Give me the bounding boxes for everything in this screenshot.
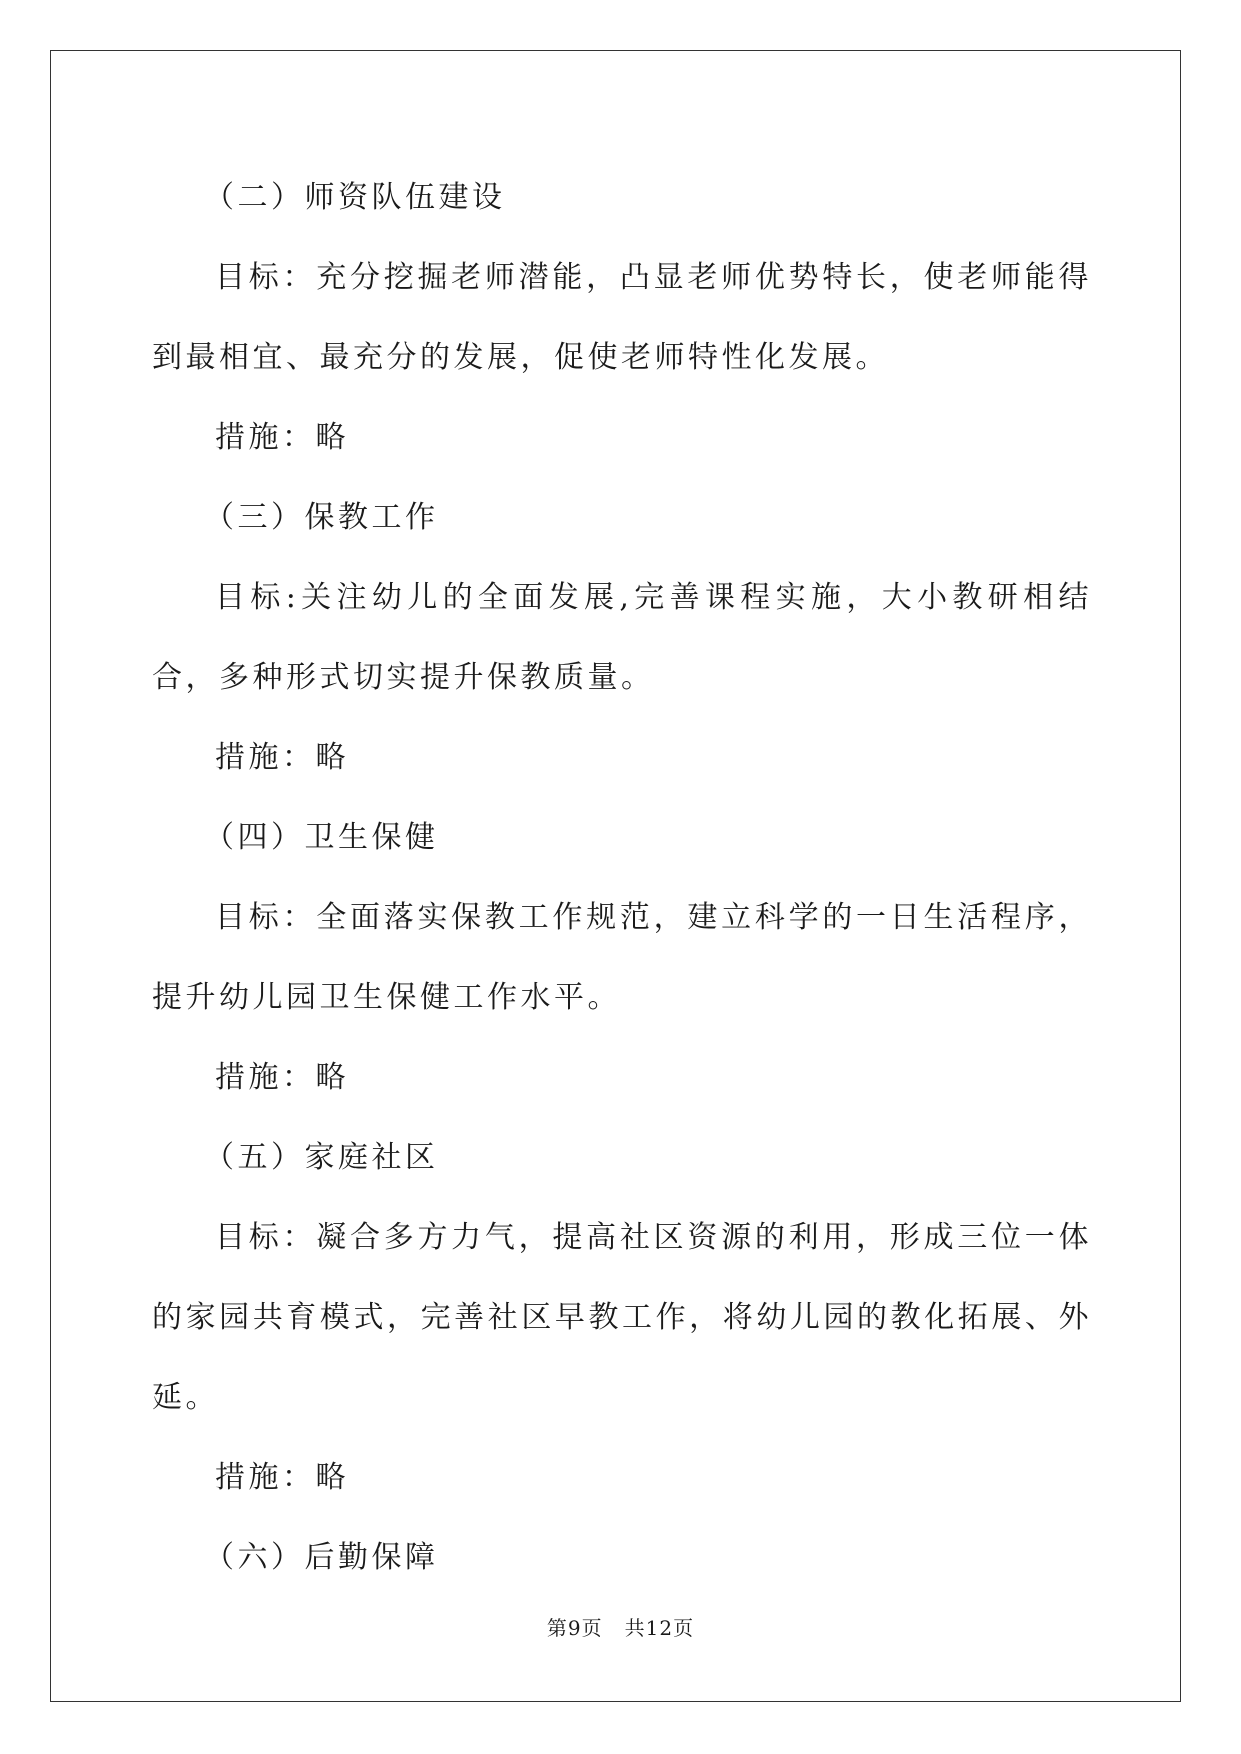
goal-paragraph-5: 目标：凝合多方力气，提高社区资源的利用，形成三位一体的家园共育模式，完善社区早教工作，将幼儿园的教化拓展、外延。 [152, 1220, 1092, 1415]
section-heading-4: （四）卫生保健 [204, 820, 439, 855]
document-body [152, 158, 1092, 1598]
measures-paragraph-5: 措施：略 [215, 1460, 349, 1495]
goal-paragraph-2: 目标：充分挖掘老师潜能，凸显老师优势特长，使老师能得到最相宜、最充分的发展，促使老师特性化发展。 [152, 260, 1092, 375]
goal-paragraph-4: 目标：全面落实保教工作规范，建立科学的一日生活程序，提升幼儿园卫生保健工作水平。 [152, 900, 1092, 1015]
section-heading-5: （五）家庭社区 [204, 1140, 439, 1175]
measures-paragraph-4: 措施：略 [215, 1060, 349, 1095]
section-heading-2: （二）师资队伍建设 [204, 180, 506, 215]
section-heading-6: （六）后勤保障 [204, 1540, 439, 1575]
page-number-total: 共12页 [624, 1616, 695, 1640]
section-heading-3: （三）保教工作 [204, 500, 439, 535]
measures-paragraph-3: 措施：略 [215, 740, 349, 775]
measures-paragraph-2: 措施：略 [215, 420, 349, 455]
page-number-current: 第9页 [546, 1616, 603, 1640]
goal-paragraph-3: 目标:关注幼儿的全面发展,完善课程实施，大小教研相结合，多种形式切实提升保教质量。 [152, 580, 1092, 695]
page-footer [0, 1612, 1241, 1641]
